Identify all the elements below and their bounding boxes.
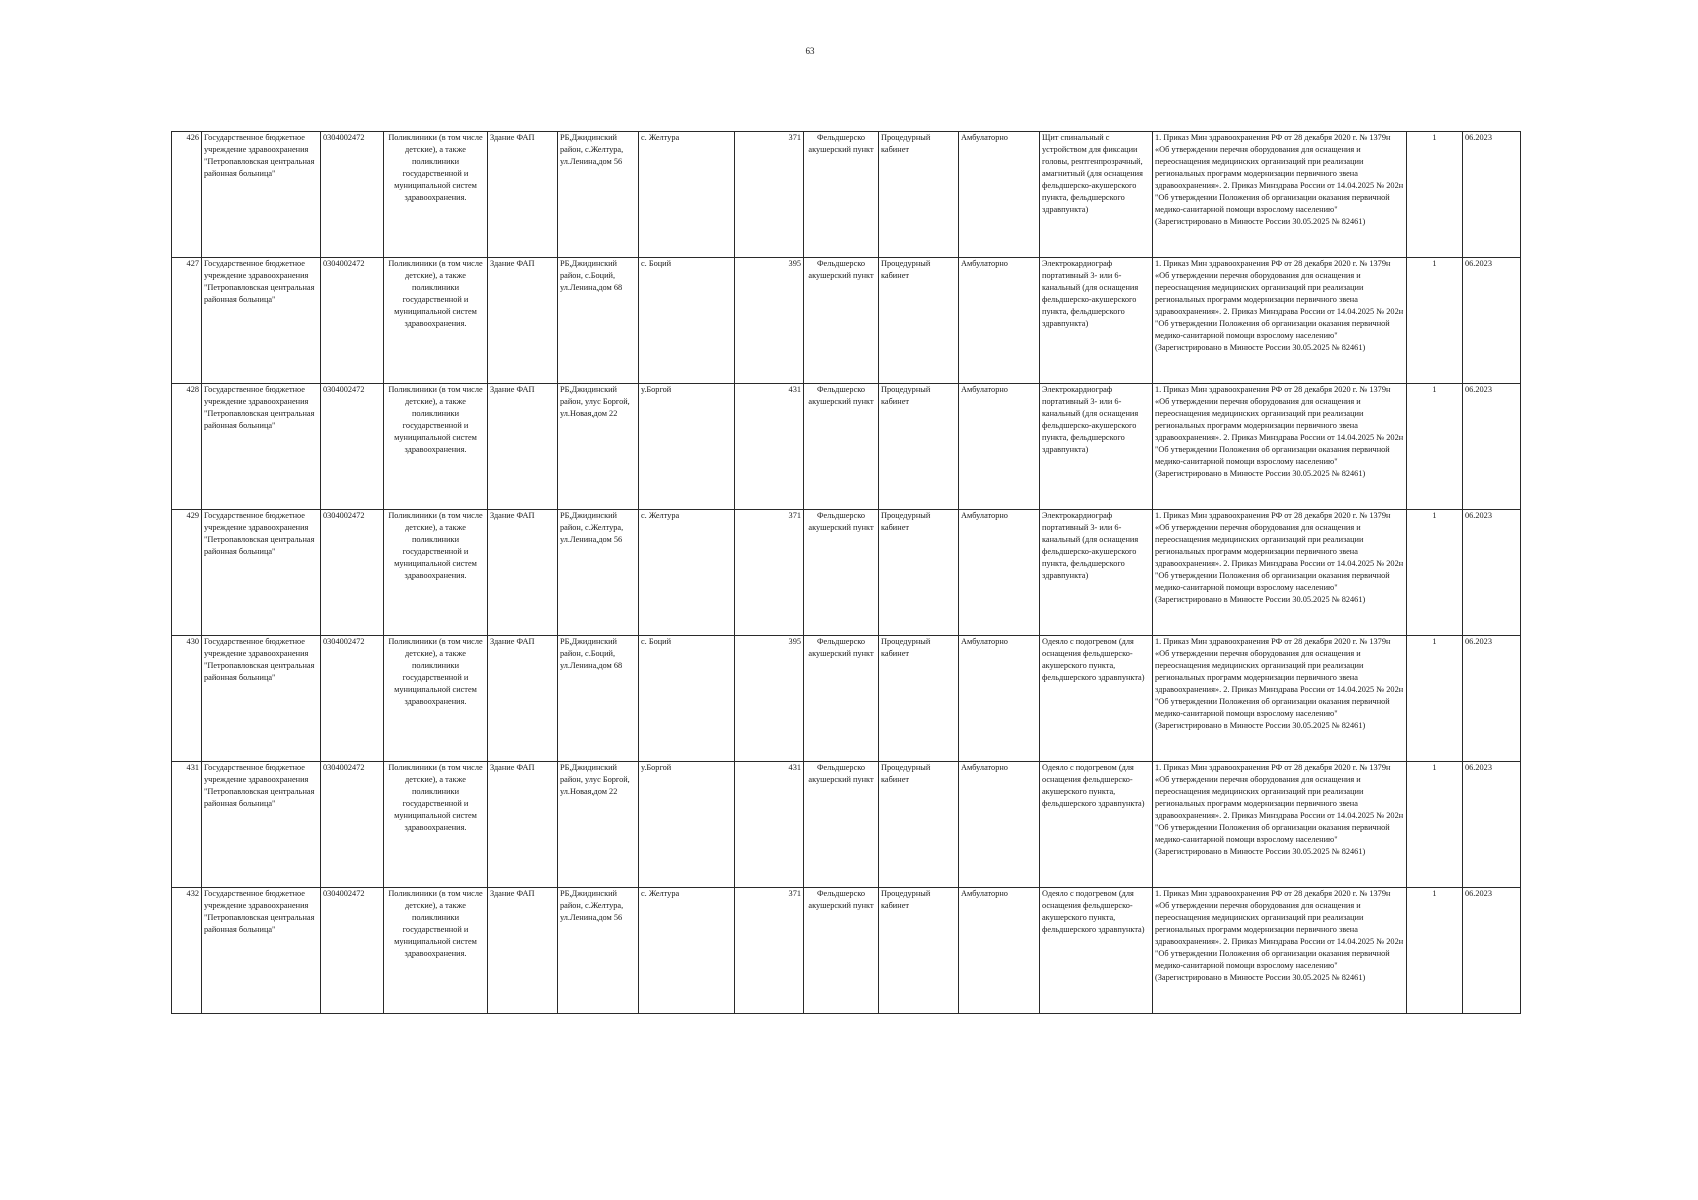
room-cell: Процедурный кабинет [879,888,959,1014]
legal-basis-cell: 1. Приказ Мин здравоохранения РФ от 28 декабря 2020 г. № 1379н «Об утверждении перечня оборудования для оснащения и переоснащения медицинских организаций при реализации региональных программ модернизации первичного звена здравоохранения». 2. Приказ Минздрава России от 14.04.2025 № 202н "Об утверждении Положения об организации оказания первичной медико-санитарной помощи взрослому населению" (Зарегистрировано в Минюсте России 30.05.2025 № 82461) [1153,258,1407,384]
row-number-cell: 426 [172,132,202,258]
population-cell: 431 [735,762,804,888]
inn-cell: 0304002472 [321,384,384,510]
care-mode-cell: Амбулаторно [959,258,1040,384]
address-cell: РБ,Джидинский район, улус Боргой, ул.Новая,дом 22 [558,762,639,888]
inn-cell: 0304002472 [321,762,384,888]
address-cell: РБ,Джидинский район, улус Боргой, ул.Новая,дом 22 [558,384,639,510]
locality-cell: у.Боргой [639,384,735,510]
date-cell: 06.2023 [1463,636,1521,762]
room-cell: Процедурный кабинет [879,258,959,384]
care-mode-cell: Амбулаторно [959,762,1040,888]
quantity-cell: 1 [1407,510,1463,636]
address-cell: РБ,Джидинский район, с.Желтура, ул.Ленина,дом 56 [558,888,639,1014]
quantity-cell: 1 [1407,132,1463,258]
building-cell: Здание ФАП [488,132,558,258]
organization-cell: Государственное бюджетное учреждение здравоохранения "Петропавловская центральная районная больница" [202,258,321,384]
inn-cell: 0304002472 [321,258,384,384]
legal-basis-cell: 1. Приказ Мин здравоохранения РФ от 28 декабря 2020 г. № 1379н «Об утверждении перечня оборудования для оснащения и переоснащения медицинских организаций при реализации региональных программ модернизации первичного звена здравоохранения». 2. Приказ Минздрава России от 14.04.2025 № 202н "Об утверждении Положения об организации оказания первичной медико-санитарной помощи взрослому населению" (Зарегистрировано в Минюсте России 30.05.2025 № 82461) [1153,888,1407,1014]
facility-type-cell: Поликлиники (в том числе детские), а также поликлиники государственной и муниципальной систем здравоохранения. [384,258,488,384]
facility-type-cell: Поликлиники (в том числе детские), а также поликлиники государственной и муниципальной систем здравоохранения. [384,510,488,636]
row-number-cell: 430 [172,636,202,762]
quantity-cell: 1 [1407,384,1463,510]
table-row [172,258,1521,384]
legal-basis-cell: 1. Приказ Мин здравоохранения РФ от 28 декабря 2020 г. № 1379н «Об утверждении перечня оборудования для оснащения и переоснащения медицинских организаций при реализации региональных программ модернизации первичного звена здравоохранения». 2. Приказ Минздрава России от 14.04.2025 № 202н "Об утверждении Положения об организации оказания первичной медико-санитарной помощи взрослому населению" (Зарегистрировано в Минюсте России 30.05.2025 № 82461) [1153,636,1407,762]
table-row [172,888,1521,1014]
room-cell: Процедурный кабинет [879,132,959,258]
care-mode-cell: Амбулаторно [959,384,1040,510]
table-row [172,636,1521,762]
legal-basis-cell: 1. Приказ Мин здравоохранения РФ от 28 декабря 2020 г. № 1379н «Об утверждении перечня оборудования для оснащения и переоснащения медицинских организаций при реализации региональных программ модернизации первичного звена здравоохранения». 2. Приказ Минздрава России от 14.04.2025 № 202н "Об утверждении Положения об организации оказания первичной медико-санитарной помощи взрослому населению" (Зарегистрировано в Минюсте России 30.05.2025 № 82461) [1153,132,1407,258]
address-cell: РБ,Джидинский район, с.Боций, ул.Ленина,дом 68 [558,636,639,762]
unit-cell: Фельдшерско акушерский пункт [804,888,879,1014]
population-cell: 371 [735,510,804,636]
row-number-cell: 431 [172,762,202,888]
equipment-cell: Одеяло с подогревом (для оснащения фельдшерско-акушерского пункта, фельдшерского здравпункта) [1040,636,1153,762]
facility-type-cell: Поликлиники (в том числе детские), а также поликлиники государственной и муниципальной систем здравоохранения. [384,636,488,762]
unit-cell: Фельдшерско акушерский пункт [804,762,879,888]
population-cell: 371 [735,132,804,258]
table-row [172,762,1521,888]
locality-cell: с. Желтура [639,888,735,1014]
table-row [172,384,1521,510]
address-cell: РБ,Джидинский район, с.Желтура, ул.Ленина,дом 56 [558,132,639,258]
organization-cell: Государственное бюджетное учреждение здравоохранения "Петропавловская центральная районная больница" [202,384,321,510]
organization-cell: Государственное бюджетное учреждение здравоохранения "Петропавловская центральная районная больница" [202,132,321,258]
equipment-cell: Электрокардиограф портативный 3- или 6-канальный (для оснащения фельдшерско-акушерского пункта, фельдшерского здравпункта) [1040,510,1153,636]
table-row [172,510,1521,636]
legal-basis-cell: 1. Приказ Мин здравоохранения РФ от 28 декабря 2020 г. № 1379н «Об утверждении перечня оборудования для оснащения и переоснащения медицинских организаций при реализации региональных программ модернизации первичного звена здравоохранения». 2. Приказ Минздрава России от 14.04.2025 № 202н "Об утверждении Положения об организации оказания первичной медико-санитарной помощи взрослому населению" (Зарегистрировано в Минюсте России 30.05.2025 № 82461) [1153,762,1407,888]
unit-cell: Фельдшерско акушерский пункт [804,258,879,384]
unit-cell: Фельдшерско акушерский пункт [804,636,879,762]
address-cell: РБ,Джидинский район, с.Боций, ул.Ленина,дом 68 [558,258,639,384]
date-cell: 06.2023 [1463,258,1521,384]
equipment-registry-table [171,131,1521,1014]
equipment-cell: Одеяло с подогревом (для оснащения фельдшерско-акушерского пункта, фельдшерского здравпункта) [1040,762,1153,888]
population-cell: 395 [735,258,804,384]
legal-basis-cell: 1. Приказ Мин здравоохранения РФ от 28 декабря 2020 г. № 1379н «Об утверждении перечня оборудования для оснащения и переоснащения медицинских организаций при реализации региональных программ модернизации первичного звена здравоохранения». 2. Приказ Минздрава России от 14.04.2025 № 202н "Об утверждении Положения об организации оказания первичной медико-санитарной помощи взрослому населению" (Зарегистрировано в Минюсте России 30.05.2025 № 82461) [1153,384,1407,510]
room-cell: Процедурный кабинет [879,510,959,636]
row-number-cell: 432 [172,888,202,1014]
room-cell: Процедурный кабинет [879,636,959,762]
table-body [172,132,1521,1014]
locality-cell: с. Желтура [639,132,735,258]
inn-cell: 0304002472 [321,636,384,762]
locality-cell: у.Боргой [639,762,735,888]
building-cell: Здание ФАП [488,384,558,510]
locality-cell: с. Желтура [639,510,735,636]
date-cell: 06.2023 [1463,132,1521,258]
care-mode-cell: Амбулаторно [959,888,1040,1014]
row-number-cell: 428 [172,384,202,510]
facility-type-cell: Поликлиники (в том числе детские), а также поликлиники государственной и муниципальной систем здравоохранения. [384,762,488,888]
date-cell: 06.2023 [1463,762,1521,888]
population-cell: 431 [735,384,804,510]
care-mode-cell: Амбулаторно [959,132,1040,258]
table-row [172,132,1521,258]
building-cell: Здание ФАП [488,510,558,636]
quantity-cell: 1 [1407,888,1463,1014]
row-number-cell: 429 [172,510,202,636]
page-number: 63 [805,46,815,56]
organization-cell: Государственное бюджетное учреждение здравоохранения "Петропавловская центральная районная больница" [202,888,321,1014]
building-cell: Здание ФАП [488,636,558,762]
organization-cell: Государственное бюджетное учреждение здравоохранения "Петропавловская центральная районная больница" [202,636,321,762]
building-cell: Здание ФАП [488,888,558,1014]
facility-type-cell: Поликлиники (в том числе детские), а также поликлиники государственной и муниципальной систем здравоохранения. [384,132,488,258]
date-cell: 06.2023 [1463,888,1521,1014]
unit-cell: Фельдшерско акушерский пункт [804,384,879,510]
facility-type-cell: Поликлиники (в том числе детские), а также поликлиники государственной и муниципальной систем здравоохранения. [384,384,488,510]
inn-cell: 0304002472 [321,510,384,636]
locality-cell: с. Боций [639,258,735,384]
date-cell: 06.2023 [1463,384,1521,510]
room-cell: Процедурный кабинет [879,762,959,888]
population-cell: 371 [735,888,804,1014]
legal-basis-cell: 1. Приказ Мин здравоохранения РФ от 28 декабря 2020 г. № 1379н «Об утверждении перечня оборудования для оснащения и переоснащения медицинских организаций при реализации региональных программ модернизации первичного звена здравоохранения». 2. Приказ Минздрава России от 14.04.2025 № 202н "Об утверждении Положения об организации оказания первичной медико-санитарной помощи взрослому населению" (Зарегистрировано в Минюсте России 30.05.2025 № 82461) [1153,510,1407,636]
equipment-cell: Щит спинальный с устройством для фиксации головы, рентгенпрозрачный, амагнитный (для оснащения фельдшерско-акушерского пункта, фельдшерского здравпункта) [1040,132,1153,258]
building-cell: Здание ФАП [488,258,558,384]
unit-cell: Фельдшерско акушерский пункт [804,132,879,258]
unit-cell: Фельдшерско акушерский пункт [804,510,879,636]
care-mode-cell: Амбулаторно [959,510,1040,636]
quantity-cell: 1 [1407,636,1463,762]
population-cell: 395 [735,636,804,762]
equipment-cell: Электрокардиограф портативный 3- или 6-канальный (для оснащения фельдшерско-акушерского пункта, фельдшерского здравпункта) [1040,384,1153,510]
date-cell: 06.2023 [1463,510,1521,636]
room-cell: Процедурный кабинет [879,384,959,510]
organization-cell: Государственное бюджетное учреждение здравоохранения "Петропавловская центральная районная больница" [202,510,321,636]
equipment-cell: Одеяло с подогревом (для оснащения фельдшерско-акушерского пункта, фельдшерского здравпункта) [1040,888,1153,1014]
facility-type-cell: Поликлиники (в том числе детские), а также поликлиники государственной и муниципальной систем здравоохранения. [384,888,488,1014]
locality-cell: с. Боций [639,636,735,762]
building-cell: Здание ФАП [488,762,558,888]
address-cell: РБ,Джидинский район, с.Желтура, ул.Ленина,дом 56 [558,510,639,636]
care-mode-cell: Амбулаторно [959,636,1040,762]
organization-cell: Государственное бюджетное учреждение здравоохранения "Петропавловская центральная районная больница" [202,762,321,888]
quantity-cell: 1 [1407,762,1463,888]
inn-cell: 0304002472 [321,888,384,1014]
equipment-cell: Электрокардиограф портативный 3- или 6-канальный (для оснащения фельдшерско-акушерского пункта, фельдшерского здравпункта) [1040,258,1153,384]
quantity-cell: 1 [1407,258,1463,384]
inn-cell: 0304002472 [321,132,384,258]
row-number-cell: 427 [172,258,202,384]
